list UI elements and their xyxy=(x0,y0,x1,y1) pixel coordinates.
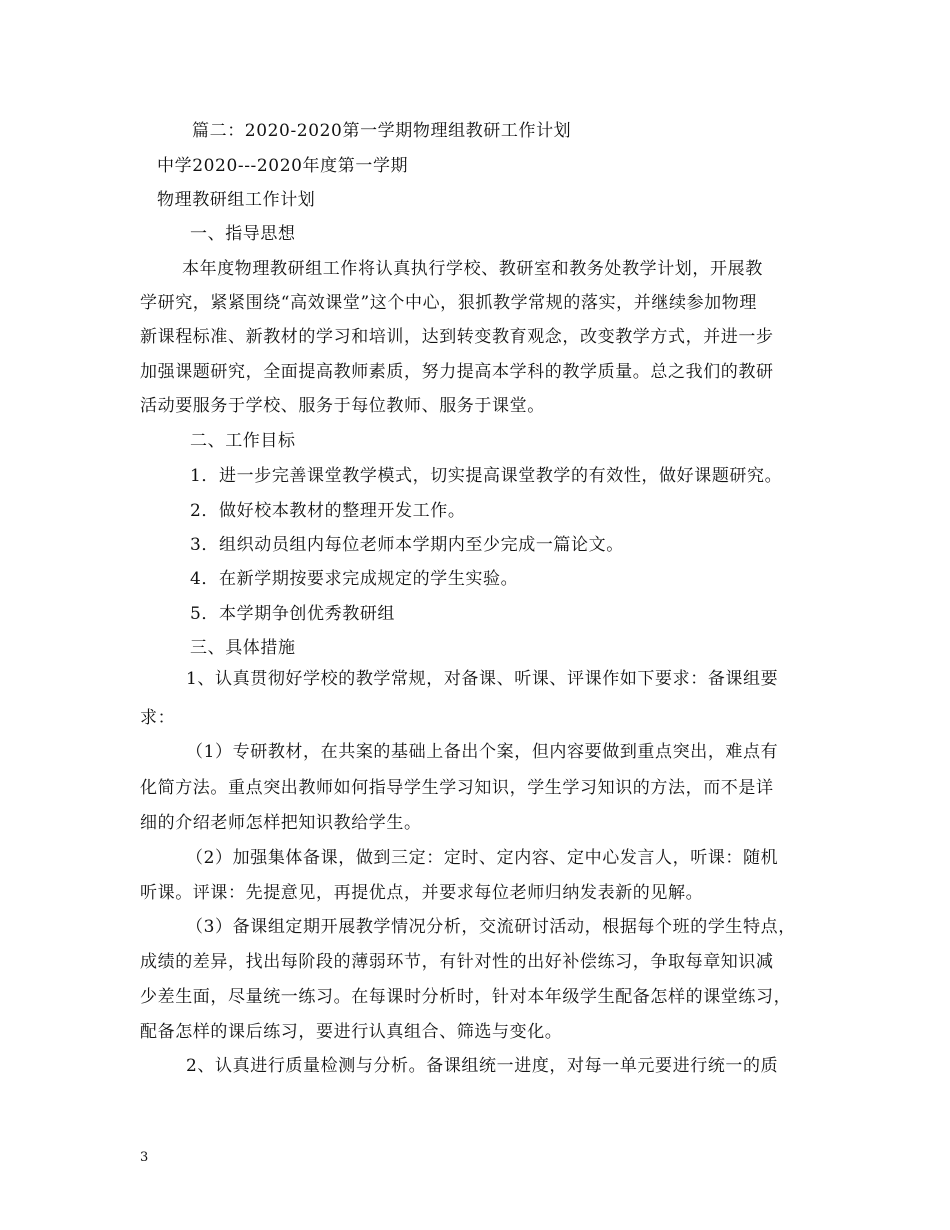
plan-title: 物理教研组工作计划 xyxy=(157,190,316,210)
paragraph-line: 听课。评课：先提意见，再提优点，并要求每位老师归纳发表新的见解。 xyxy=(140,883,704,903)
paragraph-line: 本年度物理教研组工作将认真执行学校、教研室和教务处教学计划，开展教 xyxy=(182,259,763,279)
paragraph-line: （1）专研教材，在共案的基础上备出个案，但内容要做到重点突出，难点有 xyxy=(186,742,779,762)
page-number: 3 xyxy=(140,1150,149,1165)
paragraph-line: （3）备课组定期开展教学情况分析，交流研讨活动，根据每个班的学生特点， xyxy=(186,917,796,937)
paragraph-line: 成绩的差异，找出每阶段的薄弱环节，有针对性的出好补偿练习，争取每章知识减 xyxy=(140,952,774,972)
goal-item: 2．做好校本教材的整理开发工作。 xyxy=(190,501,466,521)
paragraph-line: 学研究，紧紧围绕“高效课堂”这个中心，狠抓教学常规的落实，并继续参加物理 xyxy=(140,293,757,313)
section-title: 篇二：2020-2020第一学期物理组教研工作计划 xyxy=(192,121,572,141)
paragraph-line: 2、认真进行质量检测与分析。备课组统一进度，对每一单元要进行统一的质 xyxy=(186,1056,779,1076)
heading-guiding-thought: 一、指导思想 xyxy=(190,224,296,244)
school-year-line: 中学2020---2020年度第一学期 xyxy=(157,156,409,176)
goal-item: 4．在新学期按要求完成规定的学生实验。 xyxy=(190,569,519,589)
goal-item: 3．组织动员组内每位老师本学期内至少完成一篇论文。 xyxy=(190,535,624,555)
goal-item: 5．本学期争创优秀教研组 xyxy=(190,604,396,624)
paragraph-line: （2）加强集体备课，做到三定：定时、定内容、定中心发言人，听课：随机 xyxy=(186,848,779,868)
paragraph-line: 新课程标准、新教材的学习和培训，达到转变教育观念，改变教学方式，并进一步 xyxy=(140,327,774,347)
paragraph-line: 细的介绍老师怎样把知识教给学生。 xyxy=(140,813,422,833)
heading-measures: 三、具体措施 xyxy=(190,638,296,658)
paragraph-line: 1、认真贯彻好学校的教学常规，对备课、听课、评课作如下要求：备课组要 xyxy=(186,669,779,689)
paragraph-line: 少差生面，尽量统一练习。在每课时分析时，针对本年级学生配备怎样的课堂练习， xyxy=(140,987,792,1007)
goal-item: 1．进一步完善课堂教学模式，切实提高课堂教学的有效性，做好课题研究。 xyxy=(190,466,783,486)
paragraph-line: 配备怎样的课后练习，要进行认真组合、筛选与变化。 xyxy=(140,1022,563,1042)
heading-work-goals: 二、工作目标 xyxy=(190,431,296,451)
paragraph-line: 求： xyxy=(140,708,176,728)
paragraph-line: 活动要服务于学校、服务于每位教师、服务于课堂。 xyxy=(140,396,545,416)
paragraph-line: 加强课题研究，全面提高教师素质，努力提高本学科的教学质量。总之我们的教研 xyxy=(140,362,774,382)
paragraph-line: 化简方法。重点突出教师如何指导学生学习知识，学生学习知识的方法，而不是详 xyxy=(140,778,774,798)
